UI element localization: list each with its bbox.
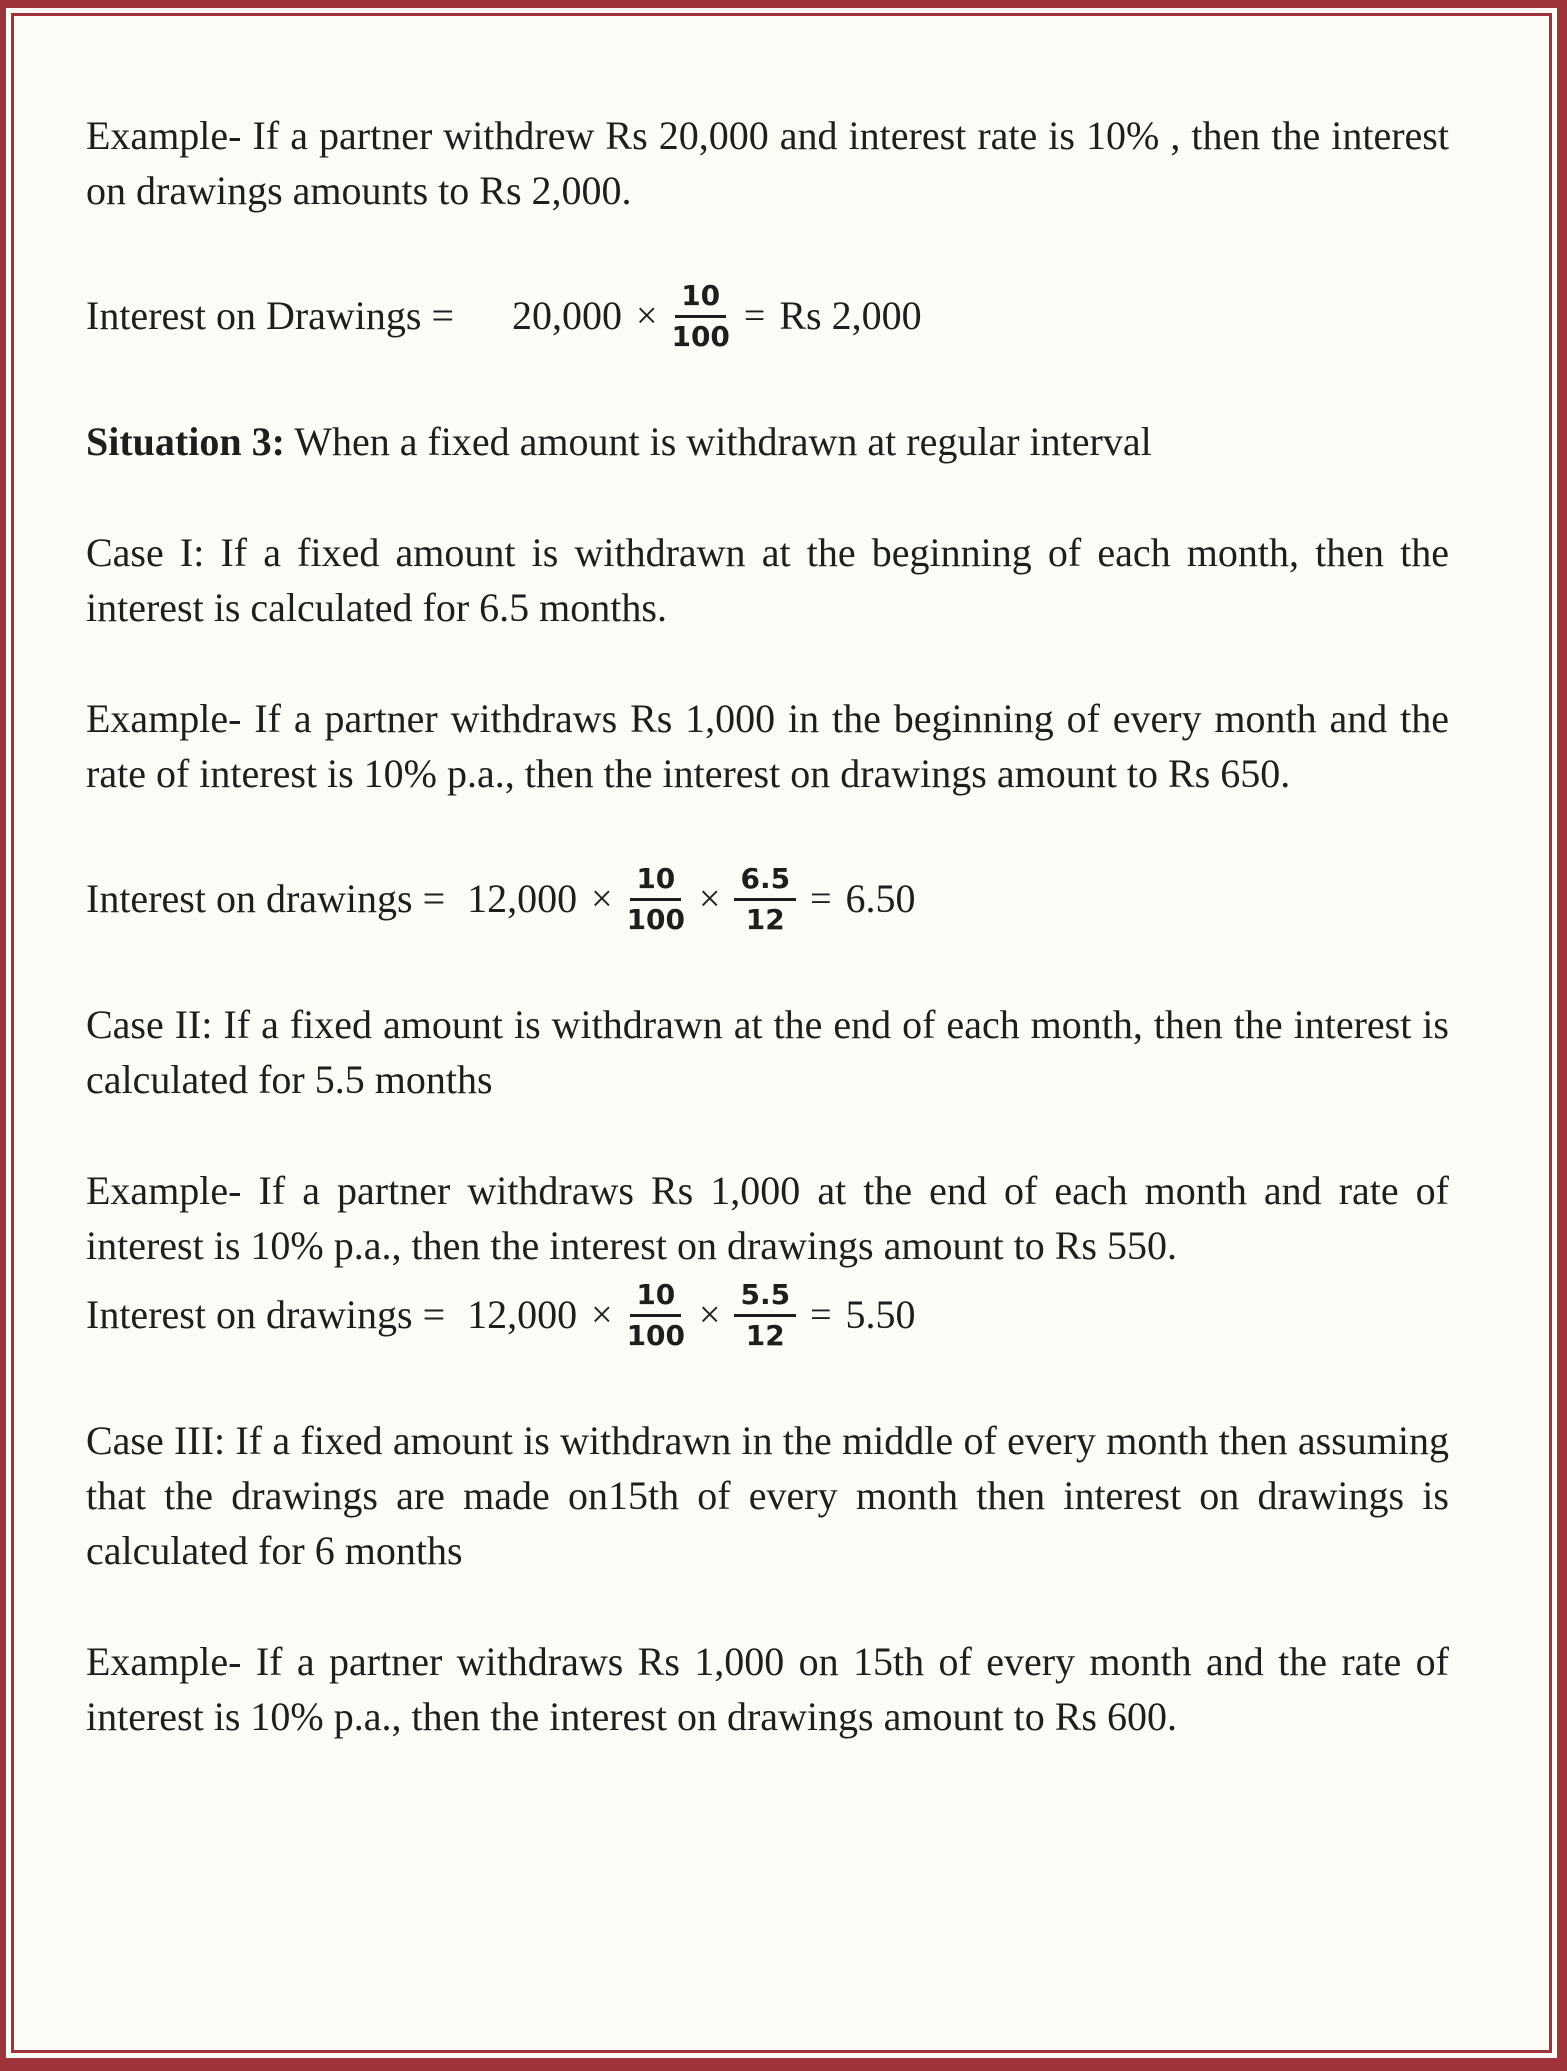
paragraph-example-1: Example- If a partner withdrew Rs 20,000 and interest rate is 10% , then the interest on drawings amounts to Rs 2,000. [86,113,1449,213]
formula-result: 6.50 [845,876,916,921]
formula-label: Interest on Drawings = [86,293,455,338]
multiply-sign: × [591,878,613,920]
paragraph-example-3: Example- If a partner withdraws Rs 1,000 at the end of each month and rate of interest is 10% p.a., then the interest on drawings amount to Rs 550. [86,1168,1449,1268]
paragraph-example-2: Example- If a partner withdraws Rs 1,000 in the beginning of every month and the rate of interest is 10% p.a., then the interest on drawings amount to Rs 650. [86,696,1449,796]
fraction-months [734,864,796,934]
fraction-months [734,1280,796,1350]
fraction-denominator: 100 [626,902,686,936]
fraction-denominator: 12 [745,902,785,936]
fraction-rate [627,1280,685,1350]
formula-result: Rs 2,000 [779,293,922,338]
equals-sign: = [743,295,766,337]
fraction-numerator: 10 [630,1280,681,1316]
multiply-sign: × [699,878,721,920]
multiply-sign: × [699,1294,721,1336]
formula-interest-on-drawings-1 [86,274,1449,358]
formula-label: Interest on drawings = [86,1292,446,1337]
paragraph-case-3: Case III: If a fixed amount is withdrawn in the middle of every month then assuming that the drawings are made on15th of every month then interest on drawings is calculated for 6 months [86,1418,1449,1573]
fraction-denominator: 12 [745,1318,785,1352]
situation-3-text: When a fixed amount is withdrawn at regular interval [284,419,1152,464]
equals-sign: = [810,1294,832,1336]
fraction-denominator: 100 [626,1318,686,1352]
formula-interest-on-drawings-3 [86,1273,1449,1357]
equals-sign: = [810,878,832,920]
paragraph-case-1: Case I: If a fixed amount is withdrawn at the beginning of each month, then the interest is calculated for 6.5 months. [86,530,1449,630]
fraction-rate [627,864,685,934]
fraction-numerator: 10 [630,864,681,900]
fraction-numerator: 6.5 [734,864,796,900]
fraction-numerator: 5.5 [734,1280,796,1316]
formula-principal: 12,000 [467,876,578,921]
fraction-numerator: 10 [675,281,726,317]
paragraph-case-2: Case II: If a fixed amount is withdrawn at the end of each month, then the interest is calculated for 5.5 months [86,1002,1449,1102]
formula-principal: 12,000 [467,1292,578,1337]
situation-3-heading: Situation 3: [86,419,285,464]
formula-interest-on-drawings-2 [86,857,1449,941]
formula-result: 5.50 [845,1292,916,1337]
multiply-sign: × [591,1294,613,1336]
paragraph-example-4: Example- If a partner withdraws Rs 1,000 on 15th of every month and the rate of interest is 10% p.a., then the interest on drawings amount to Rs 600. [86,1639,1449,1739]
multiply-sign: × [636,295,658,337]
fraction-rate [671,281,729,351]
formula-label: Interest on drawings = [86,876,446,921]
formula-principal: 20,000 [512,293,623,338]
paragraph-situation-3 [86,414,1449,469]
fraction-denominator: 100 [671,319,730,353]
